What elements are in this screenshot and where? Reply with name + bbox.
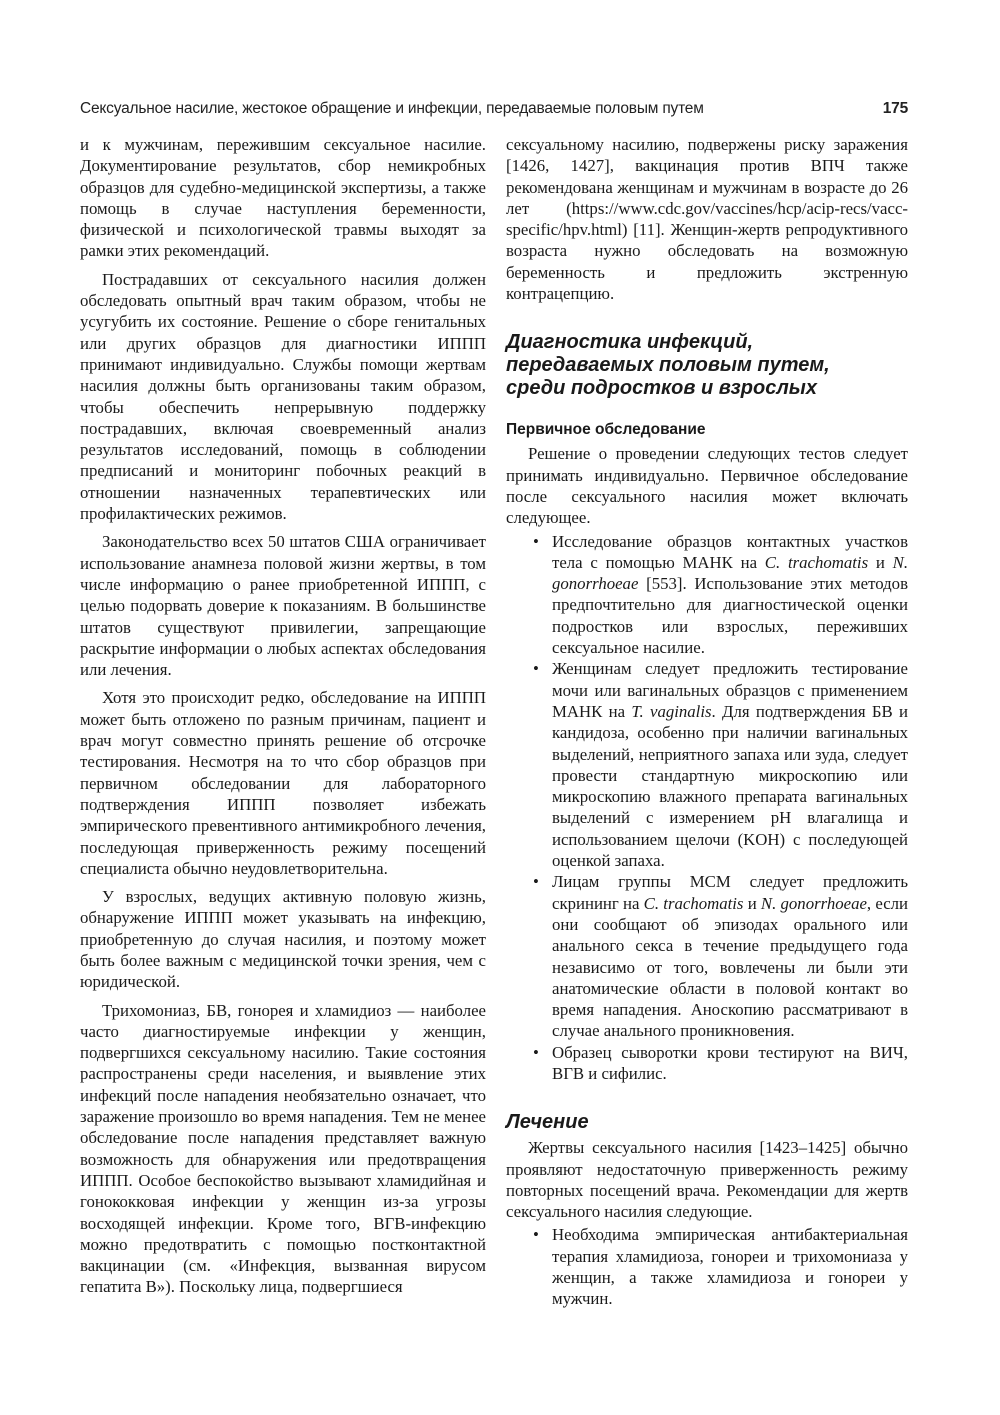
paragraph: Жертвы сексуального насилия [1423–1425] обычно проявляют недостаточную приверженность режиму повторных посещений врача. Рекомендации для жертв сексуального насилия следующие. (506, 1138, 908, 1222)
organism-name: T. vaginalis (631, 701, 712, 721)
paragraph: У взрослых, ведущих активную половую жизнь, обнаружение ИППП может указывать на инфекцию, приобретенную до случая насилия, и поэтому может быть более важным с медицинской точки зрения, чем с юридической. (80, 887, 486, 992)
section-title-line: передаваемых половым путем, (506, 354, 830, 377)
running-title: Сексуальное насилие, жестокое обращение и инфекции, передаваемые половым путем (80, 100, 704, 117)
bullet-list (506, 1224, 908, 1309)
bullet-list (506, 531, 908, 1085)
list-item: • Образец сыворотки крови тестируют на ВИЧ, ВГВ и сифилис. (506, 1042, 908, 1085)
section-title-diagnostics (506, 331, 908, 400)
paragraph: Законодательство всех 50 штатов США ограничивает использование анамнеза половой жизни жертвы, в том числе информацию о ранее приобретенной ИППП, с целью подорвать доверие к показаниям. В большинстве штатов существуют привилегии, запрещающие раскрытие информации о любых аспектах обследования или лечения. (80, 532, 486, 680)
paragraph: и к мужчинам, пережившим сексуальное насилие. Документирование результатов, сбор немикробных образцов для судебно-медицинской экспертизы, а также помощь в случае наступления беременности, физической и психологической травмы выходят за рамки этих рекомендаций. (80, 135, 486, 261)
list-item: • Лицам группы МСМ следует предложить скрининг на C. trachomatis и N. gonorrhoeae, если они сообщают об эпизодах орального или анального секса в течение предыдущего года независимо от того, вовлечены ли были эти анатомические области в половой контакт во время нападения. Аноскопию рассматривают в случае анального проникновения. (506, 871, 908, 1041)
left-column (80, 134, 486, 1298)
paragraph: Решение о проведении следующих тестов следует принимать индивидуально. Первичное обследование после сексуального насилия может включать следующее. (506, 444, 908, 528)
organism-name: N. gonorrhoeae (552, 552, 909, 594)
right-column (506, 134, 908, 1310)
paragraph: Хотя это происходит редко, обследование на ИППП может быть отложено по разным причинам, пациент и врач могут совместно принять решение об отсрочке тестирования. Несмотря на то что сбор образцов при первичном обследовании для лабораторного подтверждения ИППП позволяет избежать эмпирического превентивного антимикробного лечения, последующая приверженность режиму посещений специалиста обычно неудовлетворительна. (80, 688, 486, 878)
page-number: 175 (882, 100, 908, 117)
section-title-line: среди подростков и взрослых (506, 377, 817, 400)
list-item: • Необходима эмпирическая антибактериальная терапия хламидиоза, гонореи и трихомониаза у женщин, а также хламидиоза и гонореи у мужчин. (506, 1224, 908, 1309)
section-title-line: Диагностика инфекций, (506, 331, 754, 354)
running-header (80, 100, 908, 118)
section-title-treatment: Лечение (506, 1111, 589, 1134)
organism-name: C. trachomatis (643, 893, 744, 913)
subsection-title-primary-exam: Первичное обследование (506, 421, 706, 439)
paragraph: сексуальному насилию, подвержены риску заражения [1426, 1427], вакцинация против ВПЧ также рекомендована женщинам и мужчинам в возрасте до 26 лет (https://www.cdc.gov/vaccines/hcp/acip-recs/vacc-specific/hpv.html) [11]. Женщин-жертв репродуктивного возраста нужно обследовать на возможную беременность и предложить экстренную контрацепцию. (506, 135, 908, 304)
organism-name: C. trachomatis (764, 552, 869, 572)
organism-name: N. gonorrhoeae (760, 893, 867, 913)
list-item: • Женщинам следует предложить тестирование мочи или вагинальных образцов с применением МАНК на T. vaginalis. Для подтверждения БВ и кандидоза, особенно при наличии вагинальных выделений, неприятного запаха или зуда, следует провести стандартную микроскопию или микроскопию влажного препарата вагинальных выделений с измерением рН влагалища и использованием щелочи (KOH) с последующей оценкой запаха. (506, 658, 908, 871)
list-item: • Исследование образцов контактных участков тела с помощью МАНК на C. trachomatis и N. gonorrhoeae [553]. Использование этих методов предпочтительно для диагностической оценки подростков или взрослых, переживших сексуальное насилие. (506, 531, 908, 659)
paragraph: Трихомониаз, БВ, гонорея и хламидиоз — наиболее часто диагностируемые инфекции у женщин, подвергшихся сексуальному насилию. Такие состояния распространены среди населения, и выявление этих инфекций после нападения необязательно означает, что заражение произошло во время нападения. Тем не менее обследование после нападения представляет важную возможность для обнаружения или предотвращения ИППП. Особое беспокойство вызывают хламидийная и гонококковая инфекции у женщин из-за угрозы восходящей инфекции. Кроме того, ВГВ-инфекцию можно предотвратить с помощью постконтактной вакцинации (см. «Инфекция, вызванная вирусом гепатита В»). Поскольку лица, подвергшиеся (80, 1000, 486, 1297)
paragraph: Пострадавших от сексуального насилия должен обследовать опытный врач таким образом, чтобы не усугубить их состояние. Решение о сборе генитальных или других образцов для диагностики ИППП принимают индивидуально. Службы помощи жертвам насилия должны быть организованы таким образом, чтобы обеспечить непрерывную поддержку пострадавших, включая своевременный анализ результатов исследований, помощь в соблюдении предписаний и мониторинг побочных реакций в отношении назначенных терапевтических или профилактических режимов. (80, 269, 486, 524)
